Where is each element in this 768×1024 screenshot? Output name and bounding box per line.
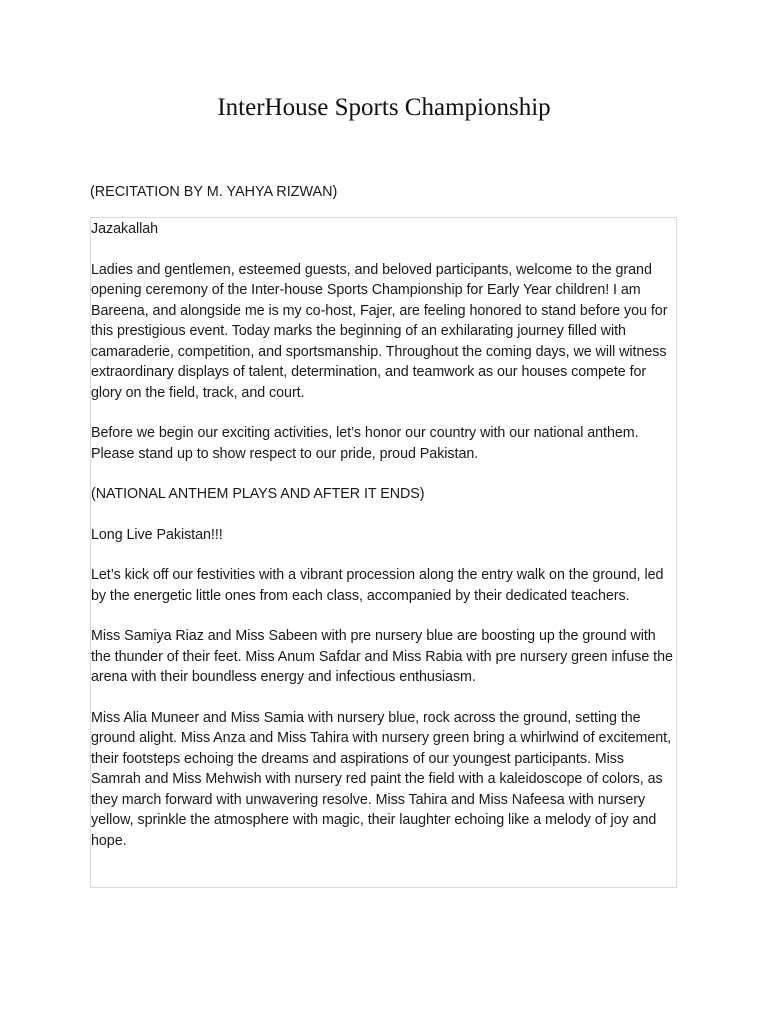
paragraph-anthem-note: (NATIONAL ANTHEM PLAYS AND AFTER IT ENDS) — [91, 486, 425, 502]
recitation-credit: (RECITATION BY M. YAHYA RIZWAN) — [90, 184, 338, 200]
paragraph-greeting: Jazakallah — [91, 221, 159, 237]
page-title: InterHouse Sports Championship — [217, 94, 551, 121]
paragraph-anthem-intro: Before we begin our exciting activities, let’s honor our country with our national anthem. Please stand up to show respect to our pride, proud Pakistan. — [91, 425, 639, 462]
paragraph-nursery: Miss Alia Muneer and Miss Samia with nursery blue, rock across the ground, setting the ground alight. Miss Anza and Miss Tahira with nursery green bring a whirlwind of excitement, their footsteps echoing the dreams and aspirations of our youngest participants. Miss Samrah and Miss Mehwish with nursery red paint the field with a kaleidoscope of colors, as they march forward with unwavering resolve. Miss Tahira and Miss Nafeesa with nursery yellow, sprinkle the atmosphere with magic, their laughter echoing like a melody of joy and hope. — [91, 709, 672, 849]
paragraph-welcome: Ladies and gentlemen, esteemed guests, and beloved participants, welcome to the grand opening ceremony of the Inter-house Sports Championship for Early Year children! I am Bareena, and alongside me is my co-host, Fajer, are feeling honored to stand before you for this prestigious event. Today marks the beginning of an exhilarating journey filled with camaraderie, competition, and sportsmanship. Throughout the coming days, we will witness extraordinary displays of talent, determination, and teamwork as our houses compete for glory on the field, track, and court. — [91, 261, 668, 401]
paragraph-pre-nursery: Miss Samiya Riaz and Miss Sabeen with pre nursery blue are boosting up the ground with the thunder of their feet. Miss Anum Safdar and Miss Rabia with pre nursery green infuse the arena with their boundless energy and infectious enthusiasm. — [91, 628, 673, 685]
paragraph-long-live: Long Live Pakistan!!! — [91, 526, 223, 543]
paragraph-procession: Let’s kick off our festivities with a vibrant procession along the entry walk on the ground, led by the energetic little ones from each class, accompanied by their dedicated teachers. — [91, 567, 664, 604]
script-text-box — [90, 217, 677, 888]
